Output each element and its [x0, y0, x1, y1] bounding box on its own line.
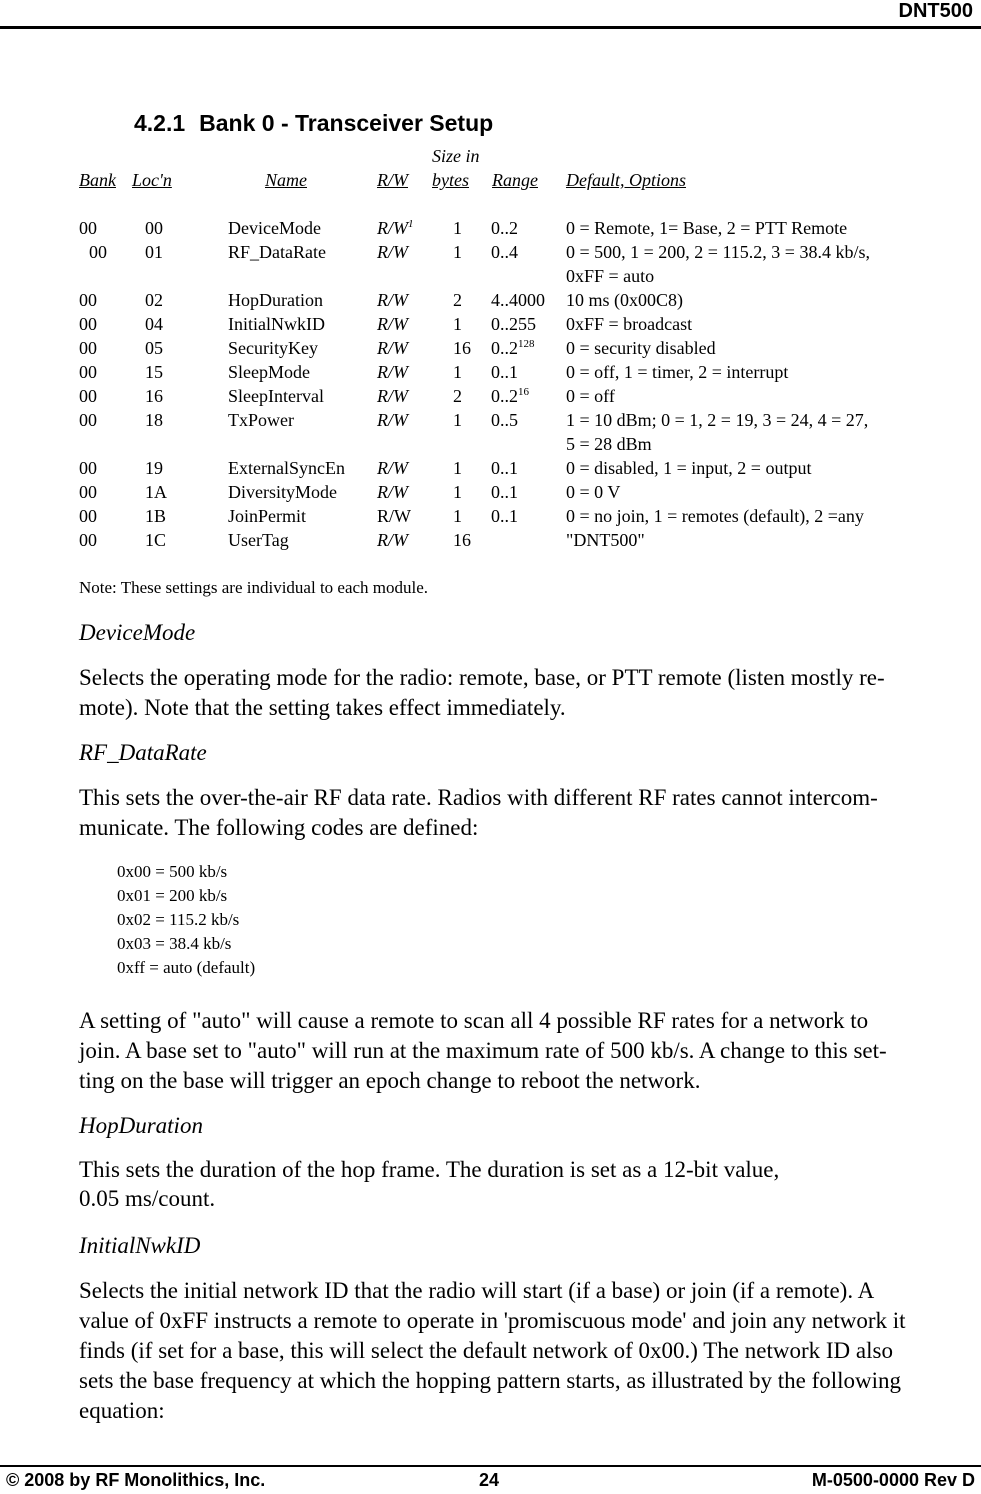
rfdatarate-after-line-3: ting on the base will trigger an epoch change to reboot the network. — [79, 1068, 701, 1093]
cell-default: 1 = 10 dBm; 0 = 1, 2 = 19, 3 = 24, 4 = 27, — [566, 410, 869, 430]
cell-bank: 00 — [79, 314, 97, 334]
cell-rw-text: R/W — [377, 218, 408, 238]
footer-page-number: 24 — [479, 1470, 500, 1490]
cell-bank: 00 — [79, 362, 97, 382]
cell-range-exponent: 16 — [518, 386, 529, 398]
rate-code-item: 0x02 = 115.2 kb/s — [117, 910, 240, 929]
cell-bank: 00 — [79, 482, 97, 502]
cell-size: 1 — [453, 242, 462, 262]
cell-name: SleepInterval — [228, 386, 324, 406]
cell-name: JoinPermit — [228, 506, 307, 526]
cell-range — [491, 386, 529, 407]
cell-bank: 00 — [79, 338, 97, 358]
cell-rw: R/W — [377, 338, 408, 358]
cell-name: SleepMode — [228, 362, 310, 382]
cell-size: 1 — [453, 458, 462, 478]
rfdatarate-line-2: municate. The following codes are defined: — [79, 815, 479, 840]
cell-range: 0..1 — [491, 482, 518, 502]
col-header-size-top: Size in — [432, 146, 480, 166]
cell-name: HopDuration — [228, 290, 323, 310]
cell-name: InitialNwkID — [228, 314, 325, 334]
cell-loc: 1B — [145, 506, 167, 526]
table-note: Note: These settings are individual to each module. — [79, 578, 429, 597]
cell-rw: R/W — [377, 242, 408, 262]
cell-name: TxPower — [228, 410, 294, 430]
col-header-default: Default, Options — [566, 170, 686, 190]
cell-default: 0xFF = broadcast — [566, 314, 693, 334]
cell-size: 1 — [453, 362, 462, 382]
rfdatarate-line-1: This sets the over-the-air RF data rate. Radios with different RF rates cannot intercom- — [79, 785, 878, 810]
cell-range-base: 0..2 — [491, 338, 518, 358]
cell-bank: 00 — [79, 218, 97, 238]
cell-size: 1 — [453, 410, 462, 430]
section-number: 4.2.1 — [134, 110, 186, 136]
cell-name: ExternalSyncEn — [228, 458, 345, 478]
cell-range: 0..1 — [491, 506, 518, 526]
cell-size: 2 — [453, 386, 462, 406]
cell-default: 0 = off, 1 = timer, 2 = interrupt — [566, 362, 789, 382]
cell-default: 0 = no join, 1 = remotes (default), 2 =any — [566, 506, 864, 526]
cell-range: 0..1 — [491, 362, 518, 382]
rfdatarate-after-line-1: A setting of "auto" will cause a remote to scan all 4 possible RF rates for a network to — [79, 1008, 869, 1033]
initialnwkid-line-3: finds (if set for a base, this will select the default network of 0x00.) The network ID also — [79, 1338, 893, 1363]
cell-loc: 1A — [145, 482, 167, 502]
cell-loc: 16 — [145, 386, 163, 406]
initialnwkid-line-1: Selects the initial network ID that the radio will start (if a base) or join (if a remote). A — [79, 1278, 875, 1303]
cell-range — [491, 338, 535, 359]
cell-range: 0..1 — [491, 458, 518, 478]
rfdatarate-heading: RF_DataRate — [79, 740, 207, 765]
devicemode-heading: DeviceMode — [79, 620, 196, 645]
document-title: DNT500 — [898, 0, 973, 22]
cell-rw: R/W — [377, 386, 408, 406]
cell-loc: 04 — [145, 314, 163, 334]
col-header-size-bottom: bytes — [432, 170, 469, 190]
cell-bank: 00 — [79, 290, 97, 310]
cell-name: UserTag — [228, 530, 289, 550]
cell-size: 16 — [453, 338, 471, 358]
cell-loc: 05 — [145, 338, 163, 358]
initialnwkid-line-5: equation: — [79, 1398, 165, 1423]
cell-loc: 1C — [145, 530, 167, 550]
cell-default: 10 ms (0x00C8) — [566, 290, 683, 310]
cell-default: 0 = security disabled — [566, 338, 716, 358]
cell-rw: R/W — [377, 482, 408, 502]
cell-rw: R/W — [377, 458, 408, 478]
cell-default: 0 = Remote, 1= Base, 2 = PTT Remote — [566, 218, 848, 238]
initialnwkid-heading: InitialNwkID — [79, 1233, 201, 1258]
cell-range: 0..4 — [491, 242, 518, 262]
cell-default-cont: 5 = 28 dBm — [566, 434, 652, 454]
cell-name: SecurityKey — [228, 338, 318, 358]
col-header-locn: Loc'n — [132, 170, 172, 190]
cell-rw: R/W — [377, 410, 408, 430]
cell-range: 0..5 — [491, 410, 518, 430]
footnote-marker: 1 — [408, 218, 414, 230]
footer-copyright: © 2008 by RF Monolithics, Inc. — [6, 1470, 266, 1490]
cell-size: 1 — [453, 218, 462, 238]
cell-size: 1 — [453, 314, 462, 334]
cell-size: 16 — [453, 530, 471, 550]
rate-code-item: 0x03 = 38.4 kb/s — [117, 934, 232, 953]
cell-rw — [377, 218, 414, 239]
cell-rw: R/W — [377, 290, 408, 310]
cell-name: DiversityMode — [228, 482, 337, 502]
cell-loc: 01 — [145, 242, 163, 262]
cell-bank: 00 — [79, 506, 97, 526]
header-divider — [0, 26, 981, 29]
footer-divider — [0, 1465, 981, 1467]
cell-loc: 19 — [145, 458, 163, 478]
cell-default: 0 = 500, 1 = 200, 2 = 115.2, 3 = 38.4 kb/s, — [566, 242, 870, 262]
cell-loc: 15 — [145, 362, 163, 382]
devicemode-line-2: mote). Note that the setting takes effect immediately. — [79, 695, 566, 720]
cell-range-exponent: 128 — [518, 338, 535, 350]
devicemode-line-1: Selects the operating mode for the radio: remote, base, or PTT remote (listen mostly re- — [79, 665, 885, 690]
initialnwkid-line-2: value of 0xFF instructs a remote to operate in 'promiscuous mode' and join any network it — [79, 1308, 906, 1333]
cell-range: 4..4000 — [491, 290, 545, 310]
rate-code-item: 0x01 = 200 kb/s — [117, 886, 228, 905]
cell-rw: R/W — [377, 530, 408, 550]
rate-code-item: 0x00 = 500 kb/s — [117, 862, 228, 881]
cell-size: 1 — [453, 506, 462, 526]
hopduration-line-2: 0.05 ms/count. — [79, 1186, 216, 1211]
col-header-bank: Bank — [79, 170, 116, 190]
cell-name: RF_DataRate — [228, 242, 326, 262]
cell-bank: 00 — [89, 242, 107, 262]
col-header-rw: R/W — [377, 170, 408, 190]
cell-bank: 00 — [79, 410, 97, 430]
cell-default: 0 = off — [566, 386, 615, 406]
rfdatarate-after-line-2: join. A base set to "auto" will run at the maximum rate of 500 kb/s. A change to this set- — [79, 1038, 887, 1063]
cell-loc: 02 — [145, 290, 163, 310]
cell-range: 0..255 — [491, 314, 536, 334]
cell-bank: 00 — [79, 458, 97, 478]
cell-rw: R/W — [377, 362, 408, 382]
col-header-range: Range — [492, 170, 538, 190]
cell-range-base: 0..2 — [491, 386, 518, 406]
rate-code-item: 0xff = auto (default) — [117, 958, 256, 977]
cell-name: DeviceMode — [228, 218, 321, 238]
section-heading — [134, 110, 493, 137]
section-title: Bank 0 - Transceiver Setup — [199, 110, 494, 136]
cell-default: "DNT500" — [566, 530, 645, 550]
hopduration-line-1: This sets the duration of the hop frame. The duration is set as a 12-bit value, — [79, 1157, 780, 1182]
cell-size: 2 — [453, 290, 462, 310]
footer-doc-number: M-0500-0000 Rev D — [811, 1470, 975, 1490]
col-header-name: Name — [265, 170, 307, 190]
hopduration-heading: HopDuration — [79, 1113, 203, 1138]
cell-bank: 00 — [79, 530, 97, 550]
initialnwkid-line-4: sets the base frequency at which the hopping pattern starts, as illustrated by the following — [79, 1368, 902, 1393]
cell-rw: R/W — [377, 314, 408, 334]
cell-rw: R/W — [377, 506, 411, 526]
cell-default-cont: 0xFF = auto — [566, 266, 655, 286]
cell-size: 1 — [453, 482, 462, 502]
cell-bank: 00 — [79, 386, 97, 406]
cell-loc: 00 — [145, 218, 163, 238]
cell-range: 0..2 — [491, 218, 518, 238]
cell-default: 0 = disabled, 1 = input, 2 = output — [566, 458, 812, 478]
cell-default: 0 = 0 V — [566, 482, 621, 502]
cell-loc: 18 — [145, 410, 163, 430]
